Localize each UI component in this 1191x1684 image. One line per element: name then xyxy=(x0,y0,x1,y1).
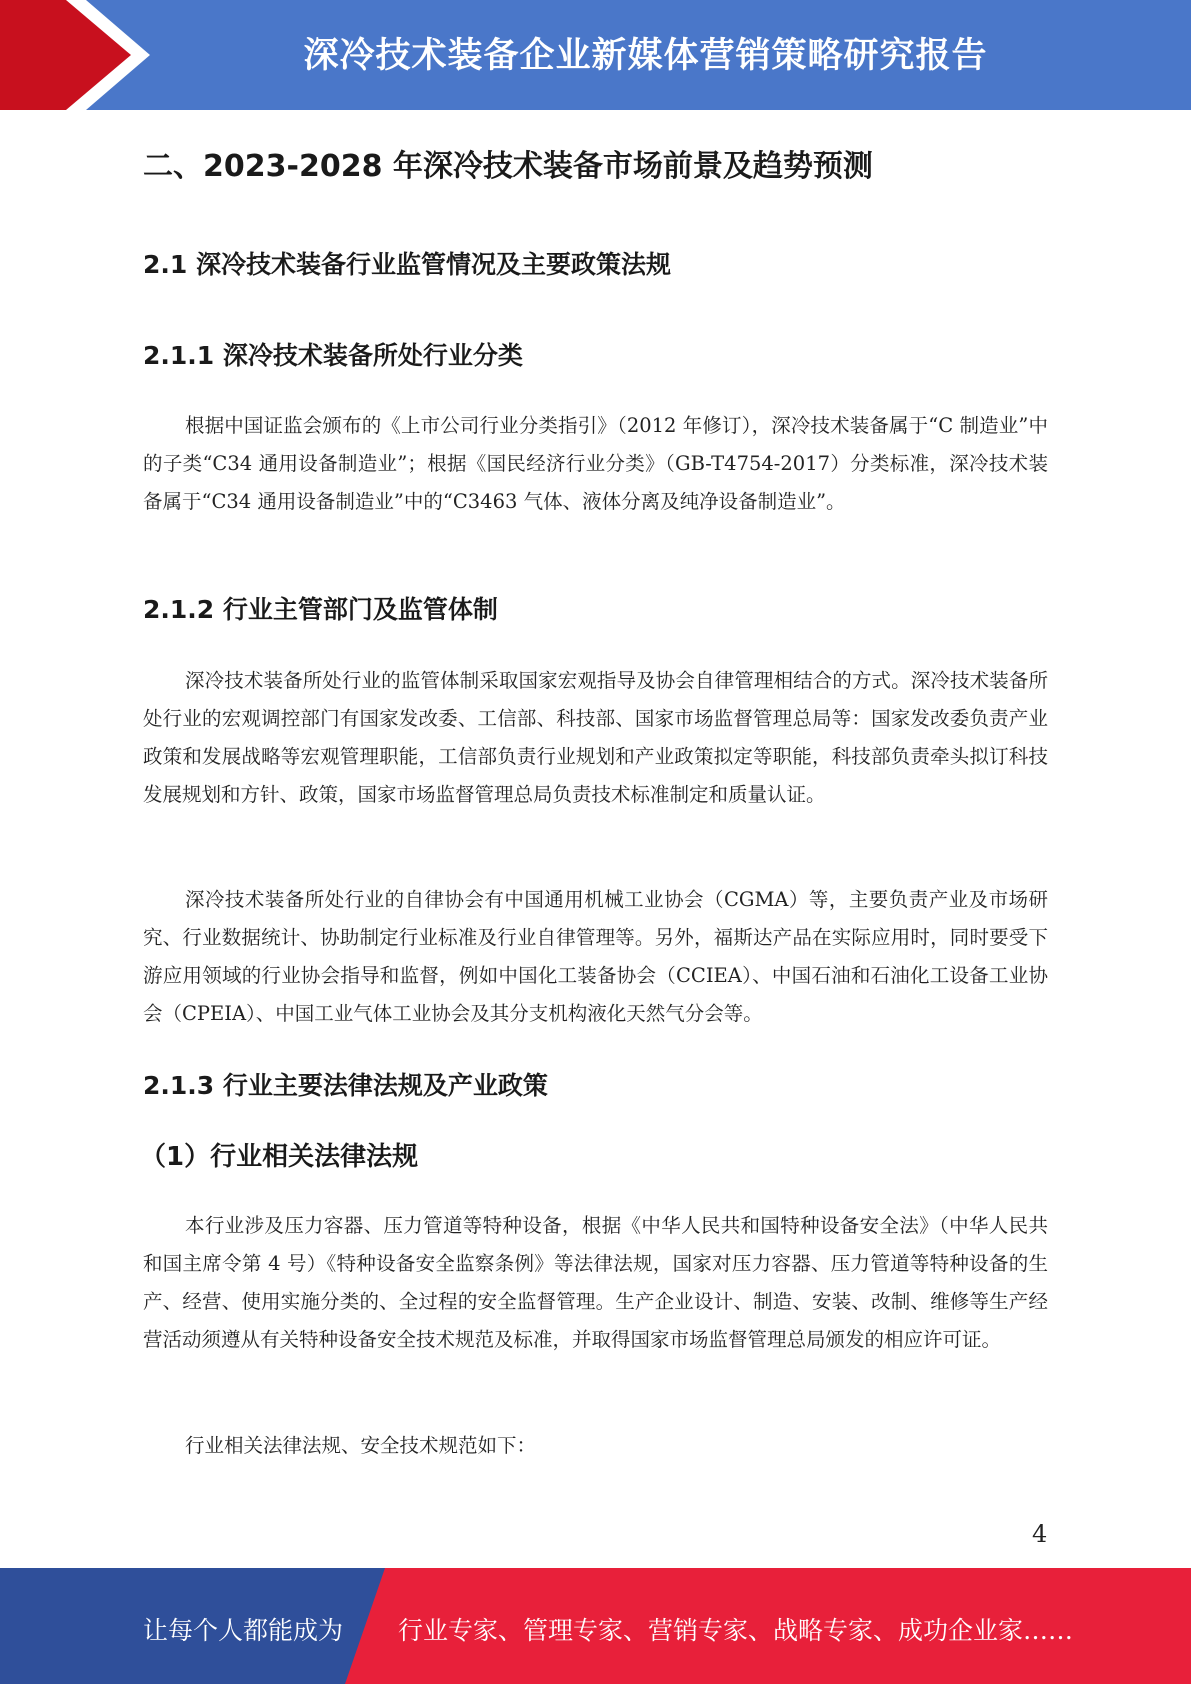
page-number: 4 xyxy=(1032,1520,1048,1548)
footer-band xyxy=(0,1568,1191,1684)
paragraph-industry-classification: 根据中国证监会颁布的《上市公司行业分类指引》（2012 年修订），深冷技术装备属于“C 制造业”中的子类“C34 通用设备制造业”；根据《国民经济行业分类》（GB-T4754-2017）分类标准，深冷技术装备属于“C34 通用设备制造业”中的“C3463 气体、液体分离及纯净设备制造业”。 xyxy=(143,414,1048,513)
heading-laws: （1）行业相关法律法规 xyxy=(140,1142,419,1172)
heading-2-1-3: 2.1.3 行业主要法律法规及产业政策 xyxy=(143,1071,548,1100)
subsection-heading: 2.1 深冷技术装备行业监管情况及主要政策法规 xyxy=(143,250,671,279)
paragraph-regulatory-system: 深冷技术装备所处行业的监管体制采取国家宏观指导及协会自律管理相结合的方式。深冷技术装备所处行业的宏观调控部门有国家发改委、工信部、科技部、国家市场监督管理总局等：国家发改委负责产业政策和发展战略等宏观管理职能，工信部负责行业规划和产业政策拟定等职能，科技部负责牵头拟订科技发展规划和方针、政策，国家市场监督管理总局负责技术标准制定和质量认证。 xyxy=(143,669,1048,806)
footer-slogan-right: 行业专家、管理专家、营销专家、战略专家、成功企业家…… xyxy=(398,1616,1074,1645)
report-title: 深冷技术装备企业新媒体营销策略研究报告 xyxy=(303,36,988,76)
paragraph-industry-associations: 深冷技术装备所处行业的自律协会有中国通用机械工业协会（CGMA）等，主要负责产业及市场研究、行业数据统计、协助制定行业标准及行业自律管理等。另外，福斯达产品在实际应用时，同时要受下游应用领域的行业协会指导和监督，例如中国化工装备协会（CCIEA）、中国石油和石油化工设备工业协会（CPEIA）、中国工业气体工业协会及其分支机构液化天然气分会等。 xyxy=(143,888,1048,1025)
section-heading: 二、2023-2028 年深冷技术装备市场前景及趋势预测 xyxy=(143,149,873,184)
heading-2-1-2: 2.1.2 行业主管部门及监管体制 xyxy=(143,595,498,624)
paragraph-laws-list-intro: 行业相关法律法规、安全技术规范如下： xyxy=(185,1434,537,1457)
heading-2-1-1: 2.1.1 深冷技术装备所处行业分类 xyxy=(143,341,523,370)
footer-slogan-left: 让每个人都能成为 xyxy=(143,1616,344,1645)
header-band xyxy=(0,0,1191,110)
paragraph-special-equipment-law: 本行业涉及压力容器、压力管道等特种设备，根据《中华人民共和国特种设备安全法》（中华人民共和国主席令第 4 号）《特种设备安全监察条例》等法律法规，国家对压力容器、压力管道等特种设备的生产、经营、使用实施分类的、全过程的安全监督管理。生产企业设计、制造、安装、改制、维修等生产经营活动须遵从有关特种设备安全技术规范及标准，并取得国家市场监督管理总局颁发的相应许可证。 xyxy=(143,1214,1048,1351)
